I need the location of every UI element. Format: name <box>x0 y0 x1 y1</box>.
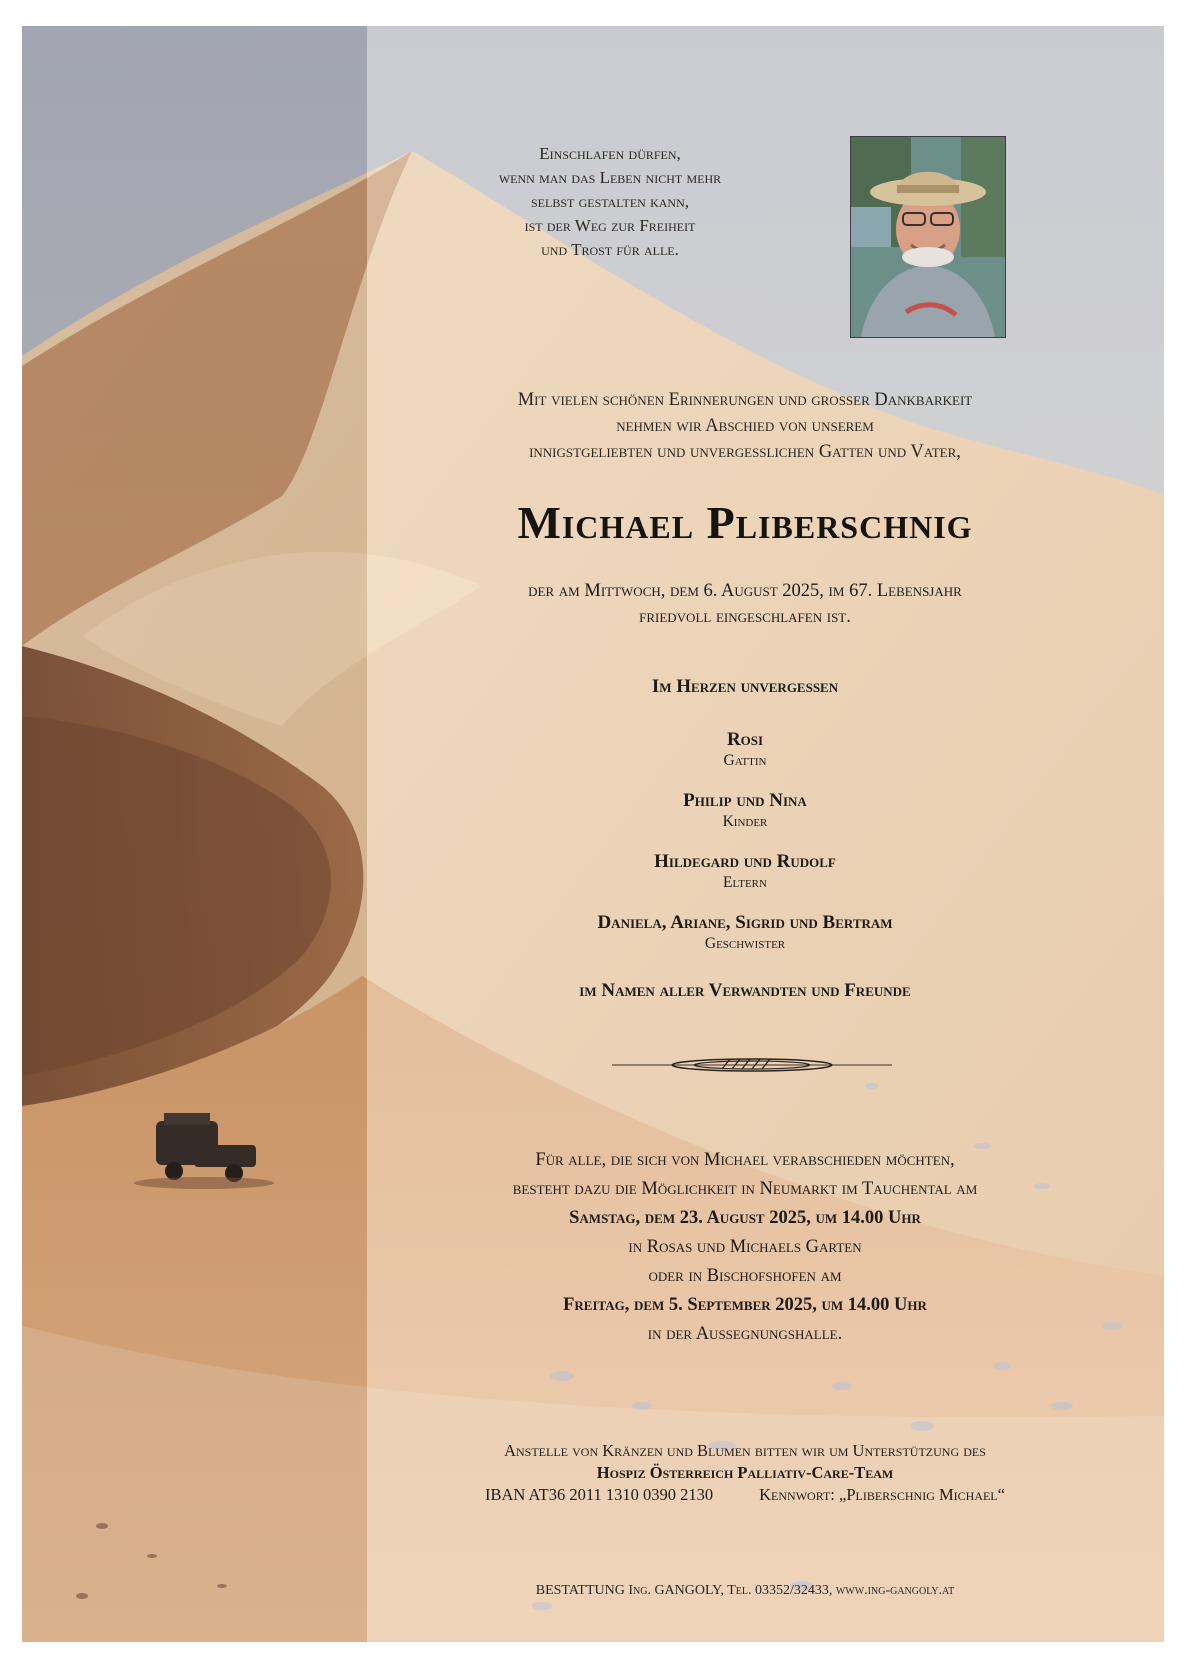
family-entry <box>400 789 1090 850</box>
family-list <box>400 728 1090 972</box>
all-relatives-line: im Namen aller Verwandten und Freunde <box>579 980 911 1001</box>
intro-line: Mit vielen schönen Erinnerungen und großer Dankbarkeit <box>517 390 973 410</box>
family-entry <box>400 850 1090 911</box>
poem-line: Einschlafen dürfen, <box>539 144 681 163</box>
iban: IBAN AT36 2011 1310 0390 2130 <box>485 1485 714 1504</box>
poem-line: wenn man das Leben nicht mehr <box>498 168 722 187</box>
ornament-divider <box>612 1053 892 1077</box>
service-date-2: Freitag, dem 5. September 2025, um 14.00 Uhr <box>563 1295 927 1315</box>
poem-line: selbst gestalten kann, <box>530 192 689 211</box>
service-place-2: in der Aussegnungshalle. <box>647 1324 843 1344</box>
poem-line: ist der Weg zur Freiheit <box>524 216 696 235</box>
service-date-1: Samstag, dem 23. August 2025, um 14.00 Uhr <box>569 1208 921 1228</box>
family-role: Gattin <box>723 752 767 769</box>
portrait-photo <box>850 136 1006 338</box>
family-name: Philip und Nina <box>683 790 807 811</box>
death-notice <box>400 578 1090 630</box>
deceased-name: Michael Pliberschnig <box>517 497 973 548</box>
family-role: Eltern <box>723 874 767 891</box>
family-name: Rosi <box>726 729 764 750</box>
service-line: Für alle, die sich von Michael verabschieden möchten, <box>535 1150 955 1170</box>
family-role: Geschwister <box>704 935 786 952</box>
bank-details <box>400 1484 1090 1506</box>
intro-line: innigstgeliebten und unvergesslichen Gatten und Vater, <box>529 442 961 462</box>
intro-text <box>400 387 1090 465</box>
death-line: der am Mittwoch, dem 6. August 2025, im 67. Lebensjahr <box>528 581 962 601</box>
intro-line: nehmen wir Abschied von unserem <box>616 416 874 436</box>
service-line: oder in Bischofshofen am <box>648 1266 842 1286</box>
keyword: Kennwort: „Pliberschnig Michael“ <box>759 1485 1005 1504</box>
death-line: friedvoll eingeschlafen ist. <box>639 607 851 627</box>
mourners-heading: Im Herzen unvergessen <box>651 676 839 697</box>
donation-line: Anstelle von Kränzen und Blumen bitten wir um Unterstützung des <box>504 1441 986 1460</box>
donation-request <box>400 1440 1090 1506</box>
service-place-1: in Rosas und Michaels Garten <box>628 1237 862 1257</box>
family-name: Daniela, Ariane, Sigrid und Bertram <box>597 912 893 933</box>
funeral-home-footer: BESTATTUNG Ing. GANGOLY, Tel. 03352/32433, www.ing-gangoly.at <box>535 1583 955 1598</box>
family-name: Hildegard und Rudolf <box>654 851 836 872</box>
poem-line: und Trost für alle. <box>541 240 679 259</box>
family-role: Kinder <box>722 813 768 830</box>
service-line: besteht dazu die Möglichkeit in Neumarkt im Tauchental am <box>512 1179 978 1199</box>
poem <box>420 142 800 262</box>
family-entry <box>400 911 1090 972</box>
farewell-info <box>400 1146 1090 1349</box>
donation-organization: Hospiz Österreich Palliativ-Care-Team <box>596 1463 894 1482</box>
family-entry <box>400 728 1090 789</box>
